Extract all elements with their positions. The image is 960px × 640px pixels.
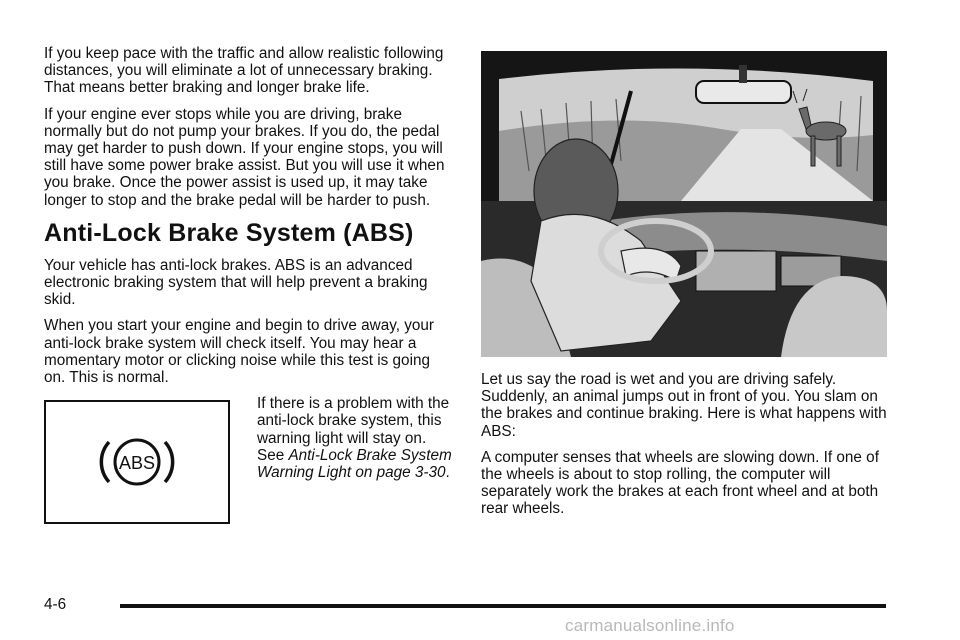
driver-sees-deer-illustration	[481, 51, 887, 357]
abs-symbol-text: ABS	[118, 453, 156, 474]
section-heading-abs: Anti-Lock Brake System (ABS)	[44, 218, 414, 247]
paragraph-traffic-pace: If you keep pace with the traffic and allow realistic following distances, you will eliminate a lot of unnecessary braking. That means better braking and longer brake life.	[44, 45, 444, 97]
page-number: 4-6	[44, 596, 67, 613]
paragraph-abs-selfcheck: When you start your engine and begin to drive away, your anti-lock brake system will check itself. You may hear a momentary motor or clicking noise while this test is going on. This is normal.	[44, 317, 435, 387]
abs-warning-text	[257, 395, 452, 481]
paragraph-wet-road: Let us say the road is wet and you are driving safely. Suddenly, an animal jumps out in front of you. You slam on the brakes and continue braking. Here is what happens with ABS:	[481, 371, 887, 440]
footer-rule	[120, 604, 886, 608]
paragraph-abs-intro: Your vehicle has anti-lock brakes. ABS is an advanced electronic braking system that will help prevent a braking skid.	[44, 256, 428, 309]
watermark: carmanualsonline.info	[565, 616, 735, 635]
abs-warning-lead: If there is a problem with the anti-lock brake system, this warning light will stay on. See	[257, 395, 450, 464]
paragraph-computer-senses: A computer senses that wheels are slowing down. If one of the wheels is about to stop rolling, the computer will separately work the brakes at each front wheel and at both rear wheels.	[481, 448, 879, 518]
paragraph-engine-stops: If your engine ever stops while you are driving, brake normally but do not pump your brakes. If you do, the pedal may get harder to push down. If your engine stops, you will still have some power brake assist. But you will use it when you brake. Once the power assist is used up, it may take longer to stop and the brake pedal will be harder to push.	[44, 105, 445, 209]
left-column	[44, 45, 452, 525]
abs-warning-row	[44, 395, 452, 525]
paragraph-abs-warning	[257, 395, 452, 481]
right-column	[481, 51, 887, 527]
abs-warning-light-icon	[97, 434, 177, 490]
abs-warning-tail: .	[445, 464, 450, 482]
abs-warning-xref: Anti-Lock Brake System Warning Light on page 3-30	[257, 446, 452, 482]
abs-warning-light-box	[44, 400, 230, 524]
